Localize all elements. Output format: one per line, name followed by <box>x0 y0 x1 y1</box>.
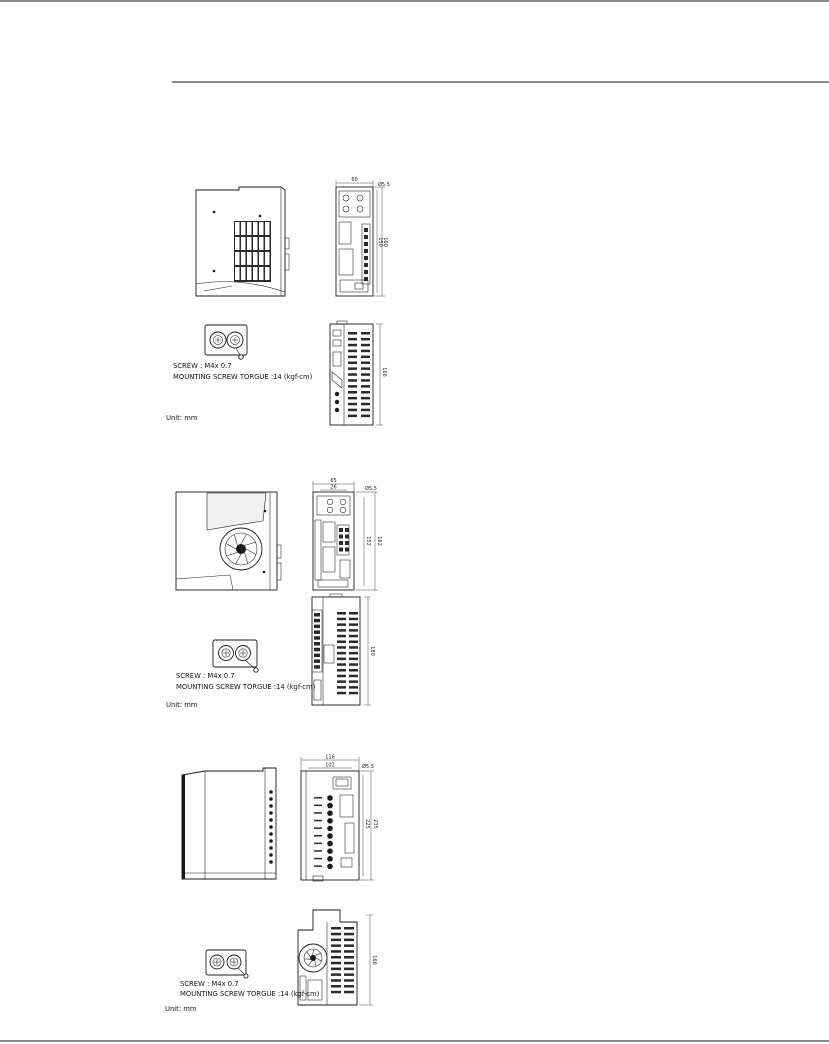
fan-blade <box>307 952 311 957</box>
connector-pin <box>364 249 368 253</box>
connector-pins <box>364 228 368 281</box>
mounting-torque: MOUNTING SCREW TORGUE :14 (kgf-cm) <box>173 373 313 381</box>
terminal-mark <box>314 812 322 814</box>
drive-1-front-view <box>336 187 373 296</box>
vent-slot <box>349 618 358 621</box>
vent-slot <box>314 636 320 640</box>
vent-slot <box>361 397 370 400</box>
vent-slot <box>337 675 346 678</box>
terminal-dot <box>269 860 273 864</box>
vent-slot <box>259 237 264 250</box>
vent-slot <box>314 613 320 617</box>
unit-note: Unit: mm <box>166 414 198 422</box>
vent-slot <box>337 623 346 626</box>
vent-slot <box>247 267 252 280</box>
terminal-dot <box>327 826 333 832</box>
vent-slot <box>361 362 370 365</box>
connector-pin <box>364 277 368 281</box>
vent-slot <box>265 252 270 265</box>
vent-slot <box>314 665 320 669</box>
indicator-dots <box>335 392 339 412</box>
vent-slot <box>235 267 240 280</box>
vent-slot <box>344 950 354 953</box>
vent-slot <box>247 252 252 265</box>
connector-terminals <box>269 790 273 864</box>
vent-slot <box>348 397 357 400</box>
vent-slot <box>348 379 357 382</box>
terminal-dot <box>269 846 273 850</box>
fan-blade <box>236 554 241 564</box>
vent-slot <box>344 991 354 994</box>
drive-3-dimensions <box>301 755 378 881</box>
indicator-dot <box>335 408 339 412</box>
dim-height-b: 160 <box>382 237 388 247</box>
terminal-dot <box>269 839 273 843</box>
vent-slot <box>344 968 354 971</box>
terminal-mark <box>314 835 322 837</box>
vent-slot <box>361 391 370 394</box>
mounting-torque: MOUNTING SCREW TORGUE :14 (kgf-cm) <box>180 990 320 998</box>
vent-slot <box>265 267 270 280</box>
vent-slot <box>337 686 346 689</box>
vent-slot <box>349 675 358 678</box>
fan-blade <box>226 544 236 549</box>
vent-slot <box>331 944 341 947</box>
vent-slot <box>348 338 357 341</box>
fan-blade <box>315 953 321 955</box>
vent-slot <box>348 409 357 412</box>
vent-slot <box>331 927 341 930</box>
dim-hole: Ø5.5 <box>378 182 390 188</box>
vent-slot <box>247 222 252 235</box>
vent-slot <box>349 686 358 689</box>
vent-slot <box>344 973 354 976</box>
vent-slot <box>349 652 358 655</box>
terminal-dot <box>327 856 333 862</box>
dim-height-a: 225 <box>364 819 370 829</box>
fan-blade <box>245 553 248 564</box>
drawing-1 <box>166 177 390 425</box>
vent-slot <box>337 658 346 661</box>
vent-slot <box>361 356 370 359</box>
vent-slot <box>331 933 341 936</box>
vent-slot <box>348 367 357 370</box>
vent-slot <box>349 646 358 649</box>
terminal-marks <box>314 797 322 867</box>
vent-slot <box>331 985 341 988</box>
terminal-dot <box>327 818 333 824</box>
dim-back-height: 166 <box>371 955 377 965</box>
vent-slot <box>344 979 354 982</box>
vent-slot <box>265 237 270 250</box>
terminal-mark <box>314 843 322 845</box>
drive-1-back-view <box>330 321 387 425</box>
vent-slot <box>235 237 240 250</box>
dim-width-outer: 65 <box>330 478 337 484</box>
terminal-dot <box>327 848 333 854</box>
terminal-dot <box>269 853 273 857</box>
vent-slot <box>241 267 246 280</box>
vent-grid <box>337 612 358 694</box>
dim-hole: Ø5.5 <box>365 486 377 492</box>
vent-slot <box>344 927 354 930</box>
vent-slot <box>344 985 354 988</box>
terminal-mark <box>314 865 322 867</box>
vent-slot <box>247 237 252 250</box>
vent-slot <box>241 237 246 250</box>
vent-slot <box>361 350 370 353</box>
vent-slot <box>235 222 240 235</box>
vent-slot <box>253 267 258 280</box>
vent-slot <box>344 962 354 965</box>
vent-grid <box>331 927 354 993</box>
vent-slot <box>361 385 370 388</box>
connector-pins <box>339 528 349 552</box>
mounting-torque: MOUNTING SCREW TORGUE :14 (kgf-cm) <box>176 683 316 691</box>
vent-slot <box>344 956 354 959</box>
vent-slot <box>348 403 357 406</box>
terminal-dot <box>269 818 273 822</box>
indicator-dot <box>335 392 339 396</box>
vent-slot <box>337 629 346 632</box>
vent-slot <box>349 641 358 644</box>
fan-blade <box>316 958 321 961</box>
vent-slot <box>349 663 358 666</box>
vent-slot <box>361 403 370 406</box>
connector-pin <box>364 263 368 267</box>
drawing-3 <box>165 755 378 1014</box>
dim-width: 60 <box>351 177 358 183</box>
vent-slot <box>314 619 320 623</box>
vent-slot <box>253 222 258 235</box>
vent-slot <box>337 680 346 683</box>
dim-width-outer: 116 <box>325 754 335 761</box>
screw-icon <box>205 325 247 359</box>
vent-slot <box>337 612 346 615</box>
connector-pin <box>345 528 349 532</box>
connector-pin <box>345 535 349 539</box>
terminal-dot <box>327 795 333 801</box>
drive-2-side-view <box>176 492 281 590</box>
fan-blade <box>315 960 316 966</box>
dim-height-b: 162 <box>376 536 382 546</box>
vent-grid <box>314 613 320 669</box>
terminal-dot <box>269 832 273 836</box>
terminal-mark <box>314 820 322 822</box>
terminal-dot <box>327 841 333 847</box>
vent-slot <box>331 950 341 953</box>
vent-slot <box>348 385 357 388</box>
vent-slot <box>348 350 357 353</box>
dim-hole: Ø5.5 <box>362 764 374 770</box>
vent-slot <box>259 222 264 235</box>
unit-note: Unit: mm <box>165 1005 197 1013</box>
vent-slot <box>349 623 358 626</box>
terminal-dot <box>269 811 273 815</box>
connector-pin <box>364 256 368 260</box>
fan-blade <box>241 534 246 544</box>
terminal-dot <box>269 790 273 794</box>
screw-spec: SCREW : M4x 0.7 <box>173 362 232 370</box>
unit-note: Unit: mm <box>166 701 198 709</box>
vent-slot <box>361 415 370 418</box>
vent-slot <box>259 252 264 265</box>
vent-slot <box>361 338 370 341</box>
vent-slot <box>331 991 341 994</box>
dim-height-a: 150 <box>377 237 383 247</box>
vent-slot <box>331 939 341 942</box>
vent-slot <box>331 956 341 959</box>
vent-slot <box>348 344 357 347</box>
terminal-dot <box>327 864 333 870</box>
dim-height-b: 235 <box>372 819 378 829</box>
terminal-dot <box>269 804 273 808</box>
vent-slot <box>344 944 354 947</box>
terminal-dot <box>327 810 333 816</box>
fan-blade <box>246 549 256 554</box>
screw-icon <box>206 950 248 978</box>
terminal-mark <box>314 797 322 799</box>
vent-slot <box>348 415 357 418</box>
vent-slot <box>253 252 258 265</box>
vent-slot <box>349 635 358 638</box>
vent-slot <box>344 939 354 942</box>
vent-slot <box>361 344 370 347</box>
vent-grid <box>348 332 370 417</box>
connector-pin <box>339 548 343 552</box>
terminal-mark <box>314 805 322 807</box>
indicator-dot <box>335 400 339 404</box>
vent-slot <box>337 663 346 666</box>
vent-slot <box>348 332 357 335</box>
vent-slot <box>314 648 320 652</box>
vent-slot <box>361 379 370 382</box>
screw-spec: SCREW : M4x 0.7 <box>176 672 235 680</box>
vent-slot <box>349 629 358 632</box>
vent-slot <box>314 654 320 658</box>
dim-back-height: 180 <box>369 646 375 656</box>
drive-1-side-view <box>196 187 289 296</box>
screw-icon <box>213 640 258 672</box>
terminal-column <box>327 795 333 869</box>
terminal-mark <box>314 850 322 852</box>
dim-width-inner: 26 <box>330 484 337 491</box>
connector-pin <box>364 242 368 246</box>
fan-blade <box>312 949 314 955</box>
vent-slot <box>337 635 346 638</box>
vent-slot <box>331 979 341 982</box>
vent-slot <box>349 658 358 661</box>
terminal-dot <box>327 833 333 839</box>
vent-slot <box>265 222 270 235</box>
drive-3-side-view <box>182 768 276 879</box>
vent-slot <box>349 612 358 615</box>
vent-slot <box>348 391 357 394</box>
vent-slot <box>253 237 258 250</box>
fan-blade <box>245 542 256 545</box>
connector-pin <box>364 228 368 232</box>
vent-slot <box>331 968 341 971</box>
terminal-dot <box>269 797 273 801</box>
terminal-dot <box>269 825 273 829</box>
vent-slot <box>314 659 320 663</box>
terminal-mark <box>314 827 322 829</box>
vent-slot <box>331 973 341 976</box>
vent-slot <box>337 646 346 649</box>
dim-width-inner: 102 <box>325 762 335 769</box>
fan-icon <box>299 944 327 972</box>
vent-slot <box>361 373 370 376</box>
vent-slot <box>349 680 358 683</box>
drive-3-front-view <box>301 771 359 881</box>
vent-slot <box>259 267 264 280</box>
vent-slot <box>337 652 346 655</box>
connector-pin <box>345 548 349 552</box>
vent-slot <box>241 222 246 235</box>
vent-slot <box>348 356 357 359</box>
fan-blade <box>308 961 312 966</box>
vent-slot <box>349 669 358 672</box>
vent-slot <box>331 962 341 965</box>
vent-slot <box>235 252 240 265</box>
vent-slot <box>344 933 354 936</box>
connector-pin <box>364 235 368 239</box>
fan-icon <box>220 528 262 570</box>
vent-slot <box>349 692 358 695</box>
dim-back-height: 166 <box>381 367 387 377</box>
connector-pin <box>339 528 343 532</box>
drive-2-dimensions <box>313 478 382 590</box>
vent-slot <box>361 409 370 412</box>
terminal-mark <box>314 858 322 860</box>
connector-pin <box>339 535 343 539</box>
drawing-2 <box>166 478 382 709</box>
vent-slot <box>337 669 346 672</box>
fan-blade <box>226 553 237 556</box>
vent-slot <box>314 630 320 634</box>
vent-slot <box>361 367 370 370</box>
connector-pin <box>364 270 368 274</box>
fan-blade <box>234 534 237 545</box>
screw-spec: SCREW : M4x 0.7 <box>180 980 239 988</box>
vent-slot <box>348 373 357 376</box>
vent-slot <box>314 625 320 629</box>
drive-2-front-view <box>313 492 354 590</box>
vent-slot <box>241 252 246 265</box>
drive-2-back-view <box>312 594 375 705</box>
vent-slot <box>337 641 346 644</box>
vent-slot <box>314 642 320 646</box>
connector-pin <box>339 541 343 545</box>
vent-slot <box>361 332 370 335</box>
dim-height-a: 152 <box>365 536 371 546</box>
vent-slot <box>337 618 346 621</box>
vent-slot <box>348 362 357 365</box>
drive-1-dimensions <box>336 177 390 296</box>
terminal-dot <box>327 803 333 809</box>
connector-pin <box>345 541 349 545</box>
vent-slot <box>337 692 346 695</box>
